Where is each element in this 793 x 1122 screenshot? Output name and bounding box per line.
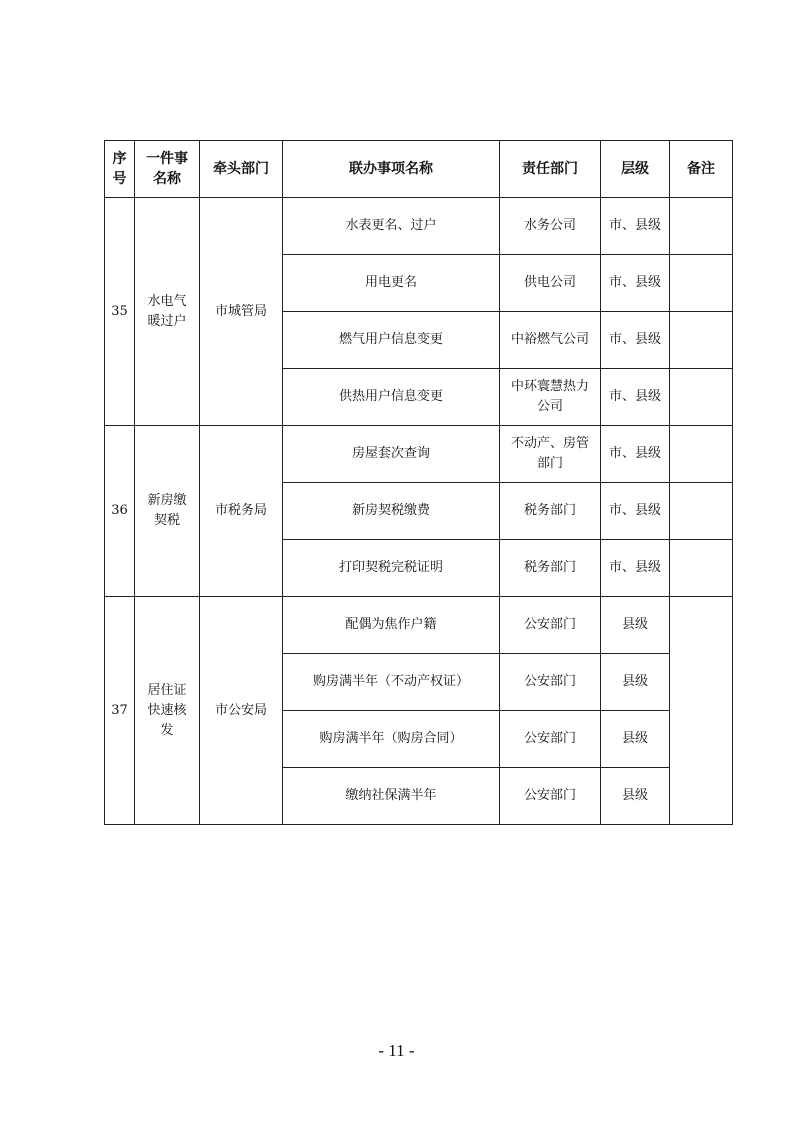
responsible-dept-cell: 税务部门	[500, 540, 601, 597]
lead-dept-cell: 市税务局	[200, 426, 283, 597]
note-cell	[670, 426, 733, 483]
affair-name-cell: 居住证 快速核 发	[135, 597, 200, 825]
table-row	[105, 426, 733, 483]
header-note: 备注	[670, 141, 733, 198]
lead-dept-cell: 市公安局	[200, 597, 283, 825]
header-affair-name: 一件事 名称	[135, 141, 200, 198]
level-cell: 市、县级	[601, 426, 670, 483]
note-cell	[670, 312, 733, 369]
header-row	[105, 141, 733, 198]
responsible-dept-cell: 不动产、房管 部门	[500, 426, 601, 483]
joint-item-cell: 购房满半年（不动产权证）	[283, 654, 500, 711]
joint-item-cell: 供热用户信息变更	[283, 369, 500, 426]
note-cell	[670, 255, 733, 312]
affair-name-cell: 新房缴 契税	[135, 426, 200, 597]
responsible-dept-cell: 税务部门	[500, 483, 601, 540]
level-cell: 县级	[601, 654, 670, 711]
responsible-dept-cell: 公安部门	[500, 654, 601, 711]
note-cell	[670, 540, 733, 597]
note-cell	[670, 198, 733, 255]
table-row	[105, 198, 733, 255]
level-cell: 市、县级	[601, 198, 670, 255]
joint-item-cell: 房屋套次查询	[283, 426, 500, 483]
affair-name-cell: 水电气 暖过户	[135, 198, 200, 426]
header-responsible-dept: 责任部门	[500, 141, 601, 198]
table-row	[105, 597, 733, 654]
responsible-dept-cell: 水务公司	[500, 198, 601, 255]
responsible-dept-cell: 中环寰慧热力 公司	[500, 369, 601, 426]
level-cell: 县级	[601, 597, 670, 654]
joint-item-cell: 缴纳社保满半年	[283, 768, 500, 825]
header-level: 层级	[601, 141, 670, 198]
seq-cell: 36	[105, 426, 135, 597]
responsible-dept-cell: 公安部门	[500, 597, 601, 654]
header-lead-dept: 牵头部门	[200, 141, 283, 198]
level-cell: 市、县级	[601, 312, 670, 369]
joint-item-cell: 购房满半年（购房合同）	[283, 711, 500, 768]
joint-item-cell: 用电更名	[283, 255, 500, 312]
note-cell	[670, 369, 733, 426]
header-joint-item: 联办事项名称	[283, 141, 500, 198]
page-number: - 11 -	[378, 1041, 415, 1060]
joint-item-cell: 水表更名、过户	[283, 198, 500, 255]
responsible-dept-cell: 中裕燃气公司	[500, 312, 601, 369]
note-cell	[670, 483, 733, 540]
header-seq: 序 号	[105, 141, 135, 198]
seq-cell: 37	[105, 597, 135, 825]
joint-item-cell: 配偶为焦作户籍	[283, 597, 500, 654]
responsible-dept-cell: 公安部门	[500, 711, 601, 768]
seq-cell: 35	[105, 198, 135, 426]
joint-item-cell: 新房契税缴费	[283, 483, 500, 540]
responsible-dept-cell: 供电公司	[500, 255, 601, 312]
responsible-dept-cell: 公安部门	[500, 768, 601, 825]
level-cell: 县级	[601, 768, 670, 825]
joint-item-cell: 燃气用户信息变更	[283, 312, 500, 369]
lead-dept-cell: 市城管局	[200, 198, 283, 426]
level-cell: 市、县级	[601, 540, 670, 597]
joint-item-cell: 打印契税完税证明	[283, 540, 500, 597]
affairs-table	[104, 140, 733, 825]
level-cell: 市、县级	[601, 369, 670, 426]
level-cell: 市、县级	[601, 483, 670, 540]
level-cell: 县级	[601, 711, 670, 768]
note-cell	[670, 597, 733, 825]
level-cell: 市、县级	[601, 255, 670, 312]
